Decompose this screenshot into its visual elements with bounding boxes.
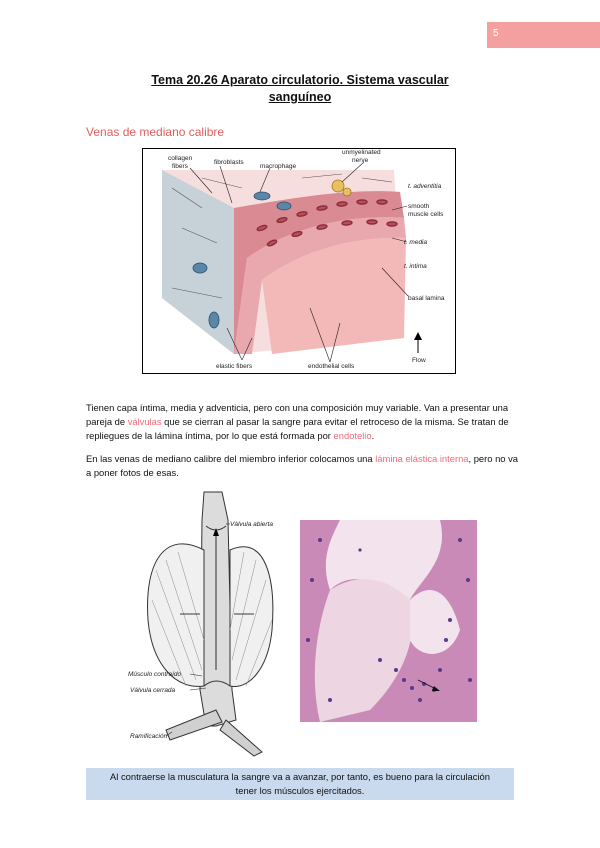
page-title-line1: Tema 20.26 Aparato circulatorio. Sistema vascular bbox=[151, 73, 449, 87]
label-macrophage: macrophage bbox=[260, 163, 297, 170]
paragraph2-text-b: , pero no va a poner fotos de esas. bbox=[86, 453, 519, 478]
paragraph2-text-a: En las venas de mediano calibre del miembro inferior colocamos una bbox=[86, 453, 376, 464]
label-t-media: t. media bbox=[404, 239, 428, 246]
label-t-intima: t. intima bbox=[404, 263, 427, 270]
page-title-line2: sanguíneo bbox=[268, 90, 332, 104]
label-fibroblasts: fibroblasts bbox=[214, 159, 244, 166]
summary-note bbox=[86, 768, 514, 800]
vein-wall-diagram bbox=[142, 148, 456, 374]
histology-micrograph bbox=[300, 520, 477, 722]
page-number: 5 bbox=[493, 28, 499, 39]
label-t-adventitia: t. adventitia bbox=[408, 183, 442, 190]
paragraph-miembro-inferior bbox=[86, 452, 518, 480]
label-ramificacion: Ramificación bbox=[130, 733, 168, 740]
paragraph1-text-b: que se cierran al pasar la sangre para evitar el retroceso de la misma. Se tratan de repliegues de la lámina íntima, por lo que está formada por bbox=[86, 416, 509, 441]
label-fibers: fibers bbox=[172, 163, 188, 170]
label-elastic-fibers: elastic fibers bbox=[216, 363, 253, 370]
label-valvula-cerrada: Válvula cerrada bbox=[130, 687, 176, 694]
page-title bbox=[0, 72, 600, 106]
label-smooth: smooth bbox=[408, 203, 430, 210]
highlight-lamina-elastica: lámina elástica interna bbox=[375, 453, 469, 464]
highlight-endotelio: endotelio bbox=[333, 430, 372, 441]
paragraph-venas-composicion bbox=[86, 401, 518, 443]
venous-valve-illustration bbox=[126, 490, 286, 758]
label-endothelial-cells: endothelial cells bbox=[308, 363, 355, 370]
label-muscle-cells: muscle cells bbox=[408, 211, 444, 218]
page-number-tab bbox=[487, 22, 600, 48]
label-basal-lamina: basal lamina bbox=[408, 295, 445, 302]
label-valvula-abierta: Válvula abierta bbox=[230, 521, 273, 528]
label-unmyelinated: unmyelinated bbox=[342, 149, 381, 156]
summary-note-line1: Al contraerse la musculatura la sangre va a avanzar, por tanto, es bueno para la circulación bbox=[110, 771, 490, 782]
summary-note-line2: tener los músculos ejercitados. bbox=[235, 785, 365, 796]
paragraph1-text-a: Tienen capa íntima, media y adventicia, pero con una composición muy variable. Van a presentar una pareja de bbox=[86, 402, 509, 427]
label-musculo-contraido: Músculo contraído bbox=[128, 671, 182, 678]
paragraph1-text-c: . bbox=[371, 430, 375, 441]
section-heading: Venas de mediano calibre bbox=[86, 125, 225, 139]
label-flow: Flow bbox=[412, 357, 426, 364]
label-collagen: collagen bbox=[168, 155, 193, 162]
highlight-valvulas: válvulas bbox=[127, 416, 162, 427]
label-nerve: nerve bbox=[352, 157, 369, 164]
